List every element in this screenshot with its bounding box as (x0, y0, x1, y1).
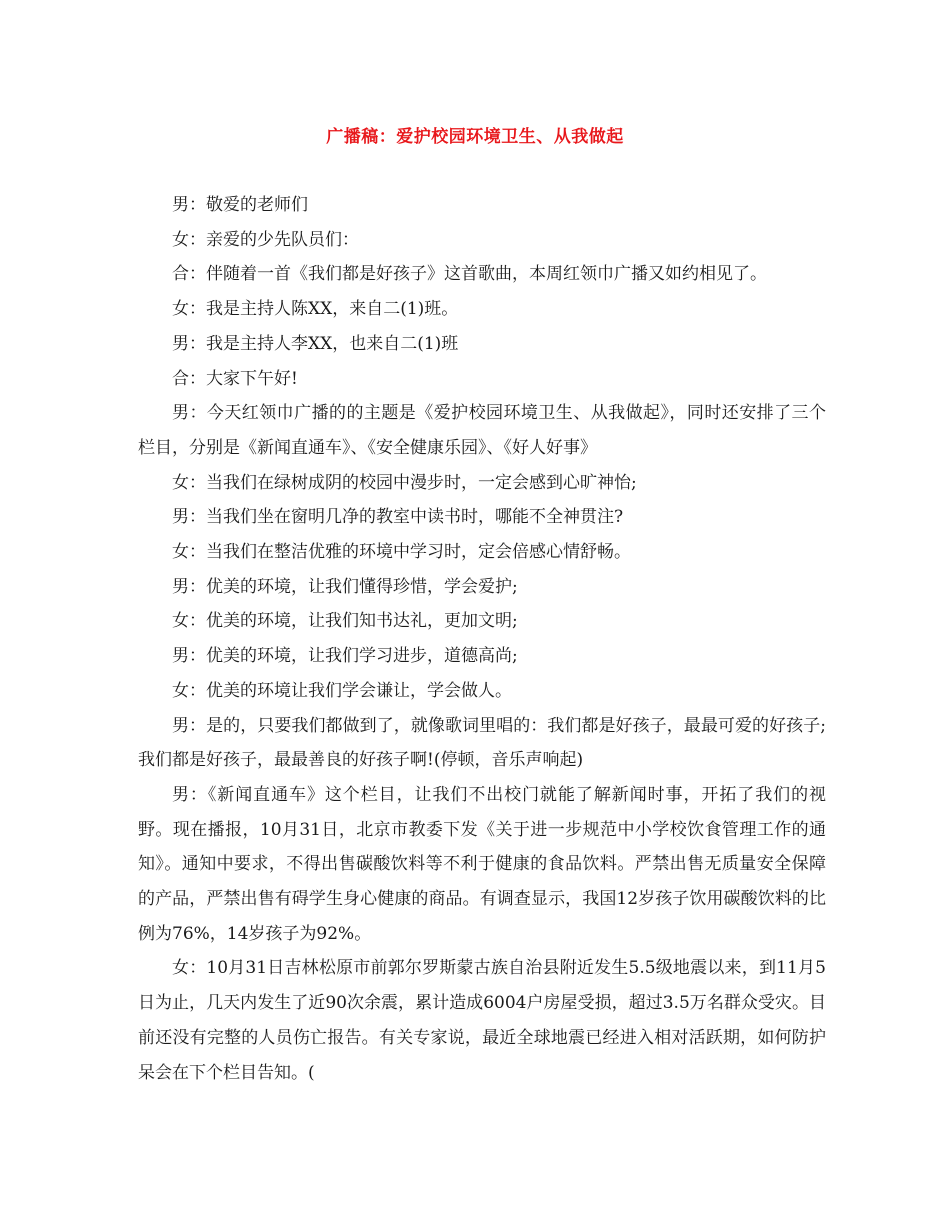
paragraph-16: 男：《新闻直通车》这个栏目，让我们不出校门就能了解新闻时事，开拓了我们的视野。现在播报，10月31日，北京市教委下发《关于进一步规范中小学校饮食管理工作的通知》。通知中要求，不得出售碳酸饮料等不利于健康的食品饮料。严禁出售无质量安全保障的产品，严禁出售有碍学生身心健康的商品。有调查显示，我国12岁孩子饮用碳酸饮料的比例为76%，14岁孩子为92%。 (138, 784, 826, 944)
paragraph-1: 男：敬爱的老师们 (172, 195, 308, 215)
paragraph-7: 男：今天红领巾广播的的主题是《爱护校园环境卫生、从我做起》，同时还安排了三个栏目，分别是《新闻直通车》、《安全健康乐园》、《好人好事》 (138, 403, 826, 458)
paragraph-3: 合：伴随着一首《我们都是好孩子》这首歌曲，本周红领巾广播又如约相见了。 (172, 264, 767, 285)
paragraph-11: 男：优美的环境，让我们懂得珍惜，学会爱护; (172, 576, 518, 597)
paragraph-2: 女：亲爱的少先队员们： (172, 229, 359, 250)
paragraph-5: 男：我是主持人李XX，也来自二(1)班 (172, 333, 459, 354)
paragraph-10: 女：当我们在整洁优雅的环境中学习时，定会倍感心情舒畅。 (172, 542, 631, 563)
paragraph-12: 女：优美的环境，让我们知书达礼，更加文明; (172, 611, 518, 632)
paragraph-15: 男：是的，只要我们都做到了，就像歌词里唱的：我们都是好孩子，最最可爱的好孩子;我们都是好孩子，最最善良的好孩子啊!(停顿，音乐声响起) (138, 715, 826, 771)
paragraph-13: 男：优美的环境，让我们学习进步，道德高尚; (172, 646, 518, 667)
paragraph-9: 男：当我们坐在窗明几净的教室中读书时，哪能不全神贯注? (172, 507, 624, 528)
paragraph-17: 女：10月31日吉林松原市前郭尔罗斯蒙古族自治县附近发生5.5级地震以来，到11月5日为止，几天内发生了近90次余震，累计造成6004户房屋受损，超过3.5万名群众受灾。目前还没有完整的人员伤亡报告。有关专家说，最近全球地震已经进入相对活跃期，如何防护呆会在下个栏目告知。( (138, 958, 826, 1083)
paragraph-14: 女：优美的环境让我们学会谦让，学会做人。 (172, 680, 512, 701)
paragraph-6: 合：大家下午好! (172, 368, 298, 389)
paragraph-4: 女：我是主持人陈XX，来自二(1)班。 (172, 299, 459, 320)
document-title: 广播稿：爱护校园环境卫生、从我做起 (326, 127, 624, 147)
document-body (138, 188, 826, 1090)
paragraph-8: 女：当我们在绿树成阴的校园中漫步时，一定会感到心旷神怡; (172, 472, 637, 493)
